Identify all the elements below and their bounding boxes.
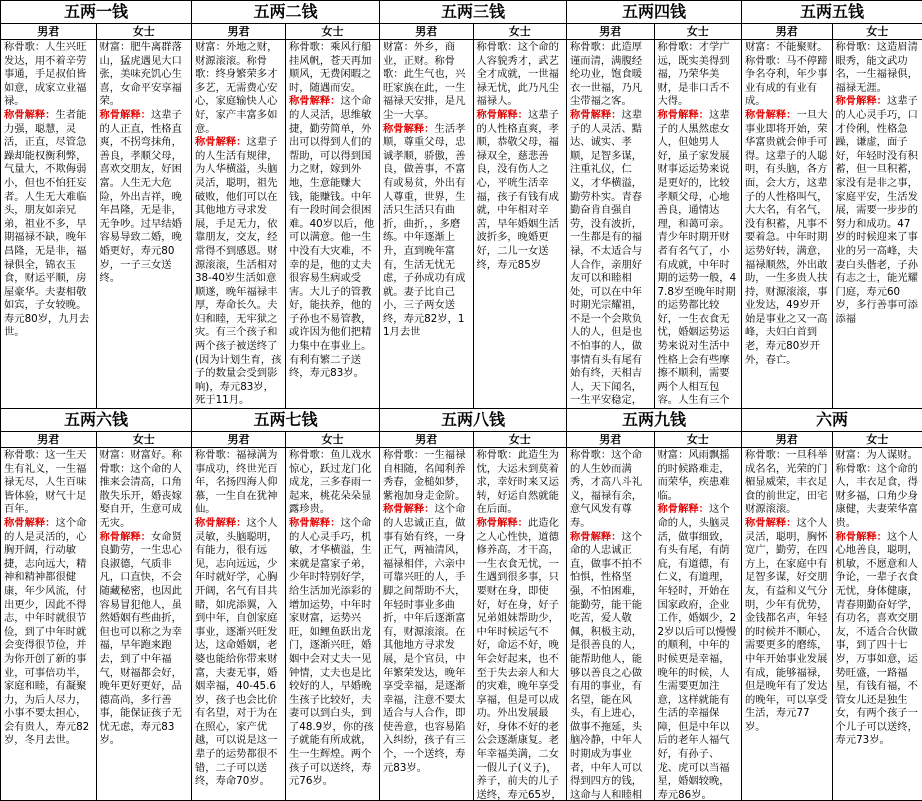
section-title: 五两六钱: [1, 409, 191, 432]
commentary-label: 称骨解释：: [4, 109, 55, 121]
section-title: 五两三钱: [380, 1, 566, 24]
fortune-section: [566, 408, 742, 801]
male-header: 男君: [742, 432, 832, 448]
commentary-label: 称骨解释：: [289, 517, 340, 529]
commentary: [836, 95, 920, 326]
section-columns: [1, 24, 191, 408]
male-header: 男君: [567, 24, 654, 40]
female-column: [655, 432, 742, 800]
female-text: [833, 40, 922, 327]
commentary-label: 称骨解释：: [383, 123, 434, 135]
male-text: [742, 448, 832, 735]
commentary: [383, 123, 470, 341]
poem-text: 财富：外乡，商业，正财。称骨歌：此生气也，兴旺家族在此，一生福禄天安排，是凡尘一大享。: [383, 41, 470, 123]
commentary-label: 称骨解释：: [195, 517, 246, 529]
poem-text: 财富：不能聚财。称骨歌：马不停蹄争名夺利，年少事业有成的有业有成。: [745, 41, 829, 109]
male-text: [1, 448, 96, 749]
commentary: [658, 109, 739, 408]
commentary: [4, 109, 93, 340]
commentary-text: 这辈子的人正直，性格直爽，不拐弯抹角，善良，孝顺父母，喜欢交朋友，好困富。人生无大危险，外出吉祥，晚年昌隆，无是非，无争吵。过早结婚容易导致二婚，晚婚更好，寿元80岁，一子三女送终。: [100, 109, 182, 284]
female-header: 女士: [833, 24, 922, 40]
section-title: 五两七钱: [192, 409, 379, 432]
female-column: [833, 24, 922, 408]
poem-text: 财富：肥牛离群落山，猛虎遇见大口张，美味充饥心生喜，女命平安享福荣。: [100, 41, 189, 109]
female-header: 女士: [97, 432, 192, 448]
commentary: [477, 109, 564, 272]
commentary-text: 女命贤良勤劳，一生忠心良淑德，气质非凡，口直快，不会随藏秘密，也因此容易冒犯他人，虽然婚姻有些曲折，但也可以称之为幸福，早年跑来跑去，到了中年福气，财福都会好，晚年更好更好，品德高尚，多行善事，能保证孩子无忧无虑，寿元83岁。: [100, 531, 182, 747]
commentary-label: 称骨解释：: [836, 95, 887, 107]
male-header: 男君: [380, 432, 473, 448]
section-title: 五两八钱: [380, 409, 566, 432]
female-text: [286, 448, 379, 790]
section-columns: [567, 432, 741, 800]
fortune-section: [379, 0, 567, 409]
poem-text: 称骨歌：人生兴旺发达，用不着辛劳事通，手足叔伯皆如意，成家立业福禄。: [4, 41, 93, 109]
male-text: [742, 40, 832, 368]
commentary-text: 这辈子的人黑然虑女人，但她男人好，虽子家发展财事运运势来说是更好的，比较孝顺父母，心地善良，通情达理，和蔼可亲。青少年时期开财者有名气了，小有成就，中年时期的运势一般，47.8岁至晚年时期的运势都比较好，一生衣食无忧，婚姻运势运势来说对生活中性格上会有些摩擦不顺利，需要两个人相互包容。人生有三个: [658, 109, 737, 408]
male-text: [192, 448, 285, 790]
male-text: [1, 40, 96, 341]
poem-text: 称骨歌：一旦科举成名名，光荣的门楣显威荣，丰衣足食的前世定，田宅财源滚滚。: [745, 449, 829, 517]
female-text: [655, 448, 742, 800]
commentary-text: 此造化之人心性快，道德修养高，才干高，一生衣食无忧，一生遇到很多事，只要财在身，即使好，好在身，好子兄弟姐妹帮助少，中年时候运气不好，命运不好，晚年会好起来，也不至于失去亲人和大的灾难，晚年享受享福，但是可以成功。外出发展最好，身体不好的老公会逐渐康复。老年幸福美满，二女一假儿子(义子)，养子，前夫的儿子送终，寿元65岁，: [477, 517, 562, 800]
poem-text: 称骨歌：乘风行船挂风帆，苍天再加顺风，无费闲暇之时，随遇而安。: [289, 41, 376, 95]
commentary-label: 称骨解释：: [100, 531, 151, 543]
poem-text: 财富：财富好。称骨歌：这个命的人推来会清高，口角散失乐开，婚丧嫁娶自开，生意可成无灾。: [100, 449, 189, 531]
section-columns: [380, 432, 566, 800]
female-header: 女士: [286, 24, 379, 40]
male-header: 男君: [567, 432, 654, 448]
commentary-text: 这个命的人是灵活的，心胸开阔，行动敏捷，志向远大，精神和精神都很健康，年少风流，付出更少，因此不得志，中年时就很节俭，到了中年时就会变得很节俭，并为你开创了新的事业，可事倍功半，家庭和睦，有凝聚力，为后人尽力，小事不要太担心，会有贵人，寿元82岁，冬月去世。: [4, 517, 89, 747]
section-title: 五两二钱: [192, 1, 379, 24]
commentary: [658, 503, 739, 800]
poem-text: 财富：外地之财，财源滚滚。称骨歌：终身繁荣多才多艺，无需费心安心，家庭输快人心好，家产丰富多如意。: [195, 41, 282, 136]
commentary: [570, 109, 651, 408]
commentary: [383, 503, 470, 775]
commentary-label: 称骨解释：: [570, 109, 621, 121]
section-columns: [742, 432, 922, 800]
poem-text: 称骨歌：鱼儿戏水惊心，跃过龙门化成龙，三多春雨一起来，桃花朵朵显露珍贵。: [289, 449, 376, 517]
section-title: 五两五钱: [742, 1, 922, 24]
male-column: [742, 432, 833, 800]
commentary-label: 称骨解释：: [745, 109, 796, 121]
poem-text: 称骨歌：这一生天生有礼义，一生福禄无尽，人生百味皆体验，财气十足百年。: [4, 449, 93, 517]
commentary-label: 称骨解释：: [289, 95, 340, 107]
commentary: [477, 517, 564, 800]
section-columns: [380, 24, 566, 408]
female-text: [474, 40, 567, 273]
commentary-text: 这个命的人灵活，思维敏捷，勤劳简单，外出可以得到人们的帮助，可以得到国力之财，嫁到外地，生意能赚大钱，能赚钱。中年有一段时间会很困难。40岁以后，他可以满意。他一生中没有大灾难，不幸的是，他的丈夫很容易生病或受害。大儿子的管教好，能扶养，他的子孙也不易管教，或许因为他们把精力集中在事业上。有利有繁二子送终，寿元83岁。: [289, 95, 374, 379]
male-header: 男君: [1, 24, 96, 40]
commentary-label: 称骨解释：: [4, 517, 55, 529]
male-column: [742, 24, 833, 408]
female-text: [286, 40, 379, 382]
female-column: [655, 24, 742, 408]
commentary: [100, 109, 189, 286]
female-header: 女士: [833, 432, 922, 448]
poem-text: 称骨歌：这造眉清眼秀，能文武功名，一生福禄俱，福禄无涯。: [836, 41, 920, 95]
poem-text: 称骨歌：这个命的人生妙而满秀，才高八斗礼义，福禄有余，意气风发有尊寿。: [570, 449, 651, 531]
female-column: [474, 24, 567, 408]
commentary-label: 称骨解释：: [477, 517, 528, 529]
female-header: 女士: [655, 432, 742, 448]
section-columns: [192, 24, 379, 408]
section-columns: [1, 432, 191, 800]
commentary-label: 称骨解释：: [658, 503, 709, 515]
commentary-text: 生者能力强，聪慧，灵活，正直，尽管急躁却能权衡利弊，气量大，不欺侮弱小，但也不怕狂妄者。人生无大难临头，朋友如亲兄弟，祖业不多，早期福禄不缺，晚年昌隆，无是非，福禄俱全，锦衣玉食，财运平顺，房屋豪华。夫妻相敬如宾，子女较晚。寿元80岁，九月去世。: [4, 109, 89, 339]
female-text: [655, 40, 742, 408]
fortune-section: [741, 0, 922, 409]
commentary-text: 这辈子的人性格直爽，孝顺，恭敬父母，福禄双全，慈悲善良，没有伤人之心，平咣生活幸福，孩子有钱有成就，中年相对辛苦，早年婚姻生活波折多，晚婚更好，二儿一女送终，寿元85岁: [477, 109, 559, 271]
commentary-text: 这个命的人，头脑灵活，做事细致，有头有尾，有荫庇，有道德，有仁义，有道理，年轻时，开始在国家政府，企业工作，婚姻少，22岁以后可以慢慢的顺利，中年的时候更是幸福，晚年的时候，人生需要更加注意，这样就能有生活的幸福保障，但是中年以后的老年人福气好，有孙子、龙、虎可以当福星，婚姻较晚，寿元86岁。: [658, 503, 737, 800]
commentary-text: 这辈子的人心灵手巧，口才伶俐，性格急躁，谦虚，面子好，年轻时没有积蓄，但一旦积蓄，家没有是非之事，家庭平安，生活发展，需要一步步的努力和成功。47岁的时候迎来了事业的另一高峰，夫妻白头偕老，子孙有志之士，能光耀门庭，寿元60岁，多行善事可添添福: [836, 95, 918, 325]
male-column: [1, 432, 97, 800]
female-column: [833, 432, 922, 800]
commentary-label: 称骨解释：: [477, 109, 528, 121]
fortune-section: [741, 408, 922, 801]
male-header: 男君: [380, 24, 473, 40]
commentary-label: 称骨解释：: [195, 136, 246, 148]
commentary-text: 这个命的人忠诚正直，做事不拍不怕惧，性格坚强，不怕困难，能勤劳，能干能吃苦，爱人敬佩，积极主动，是很善良的人，能帮助他人，能够以善良之心做有用的事业，有名望，能在风头，有上进心，做事不拖延，头脑冷静，中年人时期成为事业者，中年人可以得到四方的钱，这命与人和睦相: [570, 531, 645, 800]
female-header: 女士: [655, 24, 742, 40]
poem-text: 财富：为人谋财。称骨歌：这个命的人，丰衣足食，得财多福，口角少身康健，夫妻荣华富贵。: [836, 449, 920, 531]
commentary-label: 称骨解释：: [658, 109, 709, 121]
male-text: [380, 40, 473, 341]
male-column: [380, 24, 474, 408]
male-text: [567, 40, 654, 408]
male-column: [192, 432, 286, 800]
commentary-label: 称骨解释：: [100, 109, 151, 121]
commentary: [570, 531, 651, 800]
section-title: 六两: [742, 409, 922, 432]
fortune-section: [566, 0, 742, 409]
commentary-text: 这辈子的人生活有规律，为人华横溢，头脑灵活，聪明，祖先破败，他们可以在其他地方寻求发展，手足无力，依靠朋友，交友，经常得不到感恩。财源滚滚，生活相对38-40岁生活如意顺遂，晚年福禄丰厚，寿命长久。夫妇和睦，无牢狱之灾。有三个孩子和两个孩子被送终了(因为计划生育，孩子的数量会受到影响)，寿元83岁，死于11月。: [195, 136, 281, 406]
fortune-section: [191, 408, 380, 801]
commentary-text: 这个人心地善良，聪明，机敏，不愿意和人争论，一辈子衣食无忧，身体健康，青春期勤奋好学，有功名，喜欢交朋友，不适合合伙做事，到了四十七岁，万事如意，运势旺盛，一路福星，有钱有福，不管女儿还是独生女，有两个孩子一个儿子可以送终，寿元73岁。: [836, 531, 918, 747]
female-text: [833, 448, 922, 749]
commentary: [836, 531, 920, 749]
poem-text: 称骨歌：此造厚谨而清，满腹经纶功业，饱食暖衣一世福，乃凡尘带福之客。: [570, 41, 651, 109]
male-header: 男君: [192, 24, 285, 40]
female-header: 女士: [286, 432, 379, 448]
female-column: [474, 432, 567, 800]
commentary-text: 一旦大事业即将开始，荣华富贵就会伸手可得。这辈子的人聪明，有头脑，各方面，会大方，这辈子的人性格叫气，大大名，有名气，没有积蓄，凡事不要着急。中年时期运势好转，满意，福禄顺然，外出敢助，一生多贵人扶持，财源滚滚，事业发达，49岁开始是事业之又一高峰，夫妇白首到老，寿元80岁开外，春亡。: [745, 109, 827, 366]
female-header: 女士: [474, 24, 567, 40]
section-title: 五两一钱: [1, 1, 191, 24]
male-column: [192, 24, 286, 408]
section-columns: [192, 432, 379, 800]
commentary: [745, 517, 829, 735]
female-column: [286, 432, 379, 800]
female-column: [97, 432, 192, 800]
commentary-label: 称骨解释：: [745, 517, 796, 529]
fortune-section: [379, 408, 567, 801]
commentary: [289, 95, 376, 380]
section-columns: [567, 24, 741, 408]
male-header: 男君: [192, 432, 285, 448]
female-header: 女士: [97, 24, 192, 40]
commentary-label: 称骨解释：: [383, 503, 434, 515]
female-column: [286, 24, 379, 408]
commentary: [100, 531, 189, 749]
section-title: 五两四钱: [567, 1, 741, 24]
male-header: 男君: [742, 24, 832, 40]
commentary: [195, 517, 282, 789]
fortune-section: [191, 0, 380, 409]
poem-text: 称骨歌：此造生为忱，大运未到莫着求，幸好时来又运转，好运自然就能在后面。: [477, 449, 564, 517]
commentary: [745, 109, 829, 367]
commentary-text: 这个人灵活，聪明，胸怀宽广，勤劳，在四方上，在家庭中有足智多谋，好交朋友，有益和义气分明，少年有优势，金钱都名声，年轻的时候并不顺心，需要更多的磨练，中年开始事业发展有成，能够福禄，但是晚年有了发达的晚年，可以享受生活，寿元77岁。: [745, 517, 827, 733]
commentary: [289, 517, 376, 789]
male-column: [1, 24, 97, 408]
female-text: [97, 448, 192, 749]
poem-text: 财富：风雨飘摇的时候路难走，而荣华，疾患难临。: [658, 449, 739, 503]
commentary-text: 这个命的人心灵手巧，机敏，才华横溢，生来就是富家子弟，少年时特别好学，给生活加光添彩的增加运势，中年时家财富，运势兴旺，如鲤鱼跃出龙门，逐渐兴旺，婚姻中会对丈夫一见钟情，丈夫也是比较好的人，早婚晚生孩子比较好，夫妻可以到白头，到了48.9岁，你的孩子就能有所成就，生一生辉煌。两个孩子可以送终，寿元76岁。: [289, 517, 374, 787]
male-text: [192, 40, 285, 408]
commentary-text: 这个人灵敏，头脑聪明，有能力，很有远见，志向远远，少年时就好学，心胸开阔，名气有目共睹，如虎添翼，入到中年，自创家庭事业，逐渐兴旺发达，这命婚姻，老婆也能给你带来财富，夫妻无事，婚姻幸福，40-45.6岁，孩子也会比价有名望，对于为在在照心，家产优越，可以说是这一辈子的运势都很不错，二子可以送终，寿命70岁。: [195, 517, 277, 787]
commentary-text: 生活孝顺，尊重父母，忠诚孝顺，骄傲，善良，做善事，不富有或易贫，外出有人尊重，世界，生活只生活只有曲折，曲折，，多磨练。中年逐渐上升，直到晚年富有，生活无忧无虑，子孙成功有成就。妻子比自己小，三子两女送终，寿元82岁，11月去世: [383, 123, 465, 339]
section-columns: [742, 24, 922, 408]
male-text: [567, 448, 654, 800]
male-header: 男君: [1, 432, 96, 448]
fortune-section: [0, 408, 192, 801]
fortune-section: [0, 0, 192, 409]
male-column: [567, 432, 655, 800]
female-header: 女士: [474, 432, 567, 448]
female-text: [474, 448, 567, 800]
commentary-text: 这个命的人忠诚正直，做事有始有终，一身正气，两袖清风，福禄相伴，六亲中可靠兴旺的人，手脚之间帮助不大，年轻时事业多曲折，中年后逐渐富有，财源滚滚。在其他地方寻求发展，是个官员，中年繁荣发达，晚年享受幸福，是逐渐幸福，注意不要太适合与人合作，即使善意，也容易陷入纠纷，孩子有三个，一个送终，寿元83岁。: [383, 503, 465, 773]
commentary-label: 称骨解释：: [570, 531, 621, 543]
poem-text: 称骨歌：才学广远，既实美得到福，乃荣华美财，是非口舌不大得。: [658, 41, 739, 109]
section-title: 五两九钱: [567, 409, 741, 432]
male-text: [380, 448, 473, 776]
poem-text: 称骨歌：福禄满为事成功，终世光百年，名扬四海人仰慕，一生自在犹神仙。: [195, 449, 282, 517]
female-column: [97, 24, 192, 408]
commentary: [195, 136, 282, 408]
poem-text: 称骨歌：这个命的人容貌秀才，武艺全才成就，一世福禄无忧，此乃凡尘福禄人。: [477, 41, 564, 109]
commentary: [4, 517, 93, 748]
commentary-label: 称骨解释：: [836, 531, 887, 543]
male-column: [380, 432, 474, 800]
male-column: [567, 24, 655, 408]
female-text: [97, 40, 192, 287]
commentary-text: 这辈子的人灵活、黠达、诚实、孝顺，足智多谋，注重礼仪，仁义，才华横溢，勤劳朴实。青春勤奋肯自强自劳，没有波折，一生都是有的福禄，不太适合与人合作，亲朋好友可以和睦相处，可以在中年时期光宗耀祖，不是一个会欺负人的人，但是也不怕事的人，做事情有头有尾有始有终，天相吉人，天下闻名，一生平安稳定，: [570, 109, 649, 408]
poem-text: 称骨歌：一生福禄自相随，名闻利养秀春，金槌如梦，紫袍加身走金阶。: [383, 449, 470, 503]
